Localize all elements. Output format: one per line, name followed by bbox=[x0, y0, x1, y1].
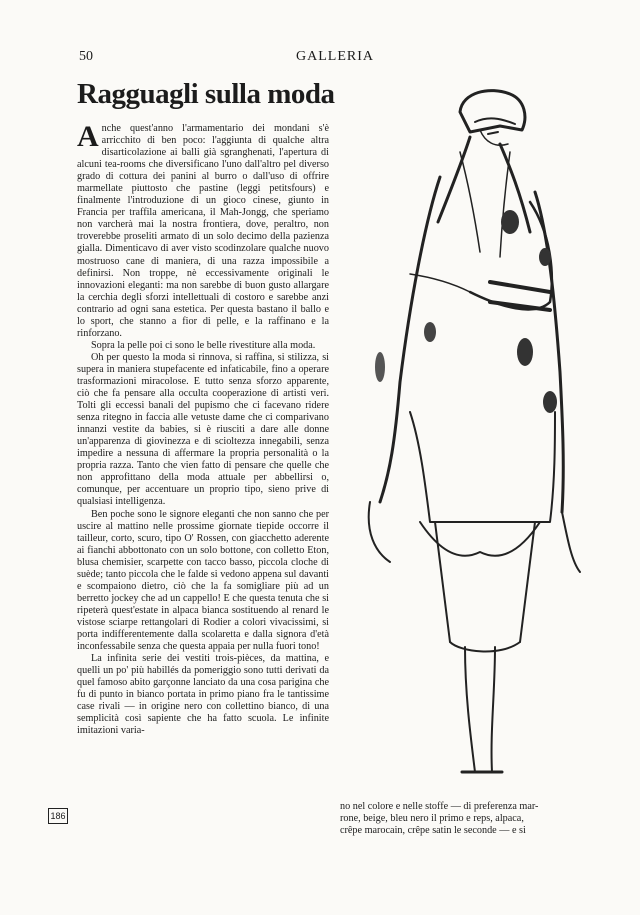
skirt bbox=[410, 412, 555, 522]
folio-badge: 186 bbox=[48, 808, 68, 824]
coat-spot bbox=[501, 210, 519, 234]
coat-spot bbox=[539, 248, 551, 266]
coat bbox=[380, 177, 563, 512]
continuation-line-1: no nel colore e nelle stoffe — di preferenza mar- bbox=[340, 801, 539, 812]
coat-spot bbox=[517, 338, 533, 366]
fashion-illustration bbox=[350, 82, 600, 792]
continuation-line-2: rone, beige, bleu nero il primo e reps, alpaca, bbox=[340, 813, 524, 824]
paragraph-2: Sopra la pelle poi ci sono le belle rivestiture alla moda. bbox=[91, 339, 316, 351]
coat-spot bbox=[375, 352, 385, 382]
article-column bbox=[77, 120, 329, 737]
coat-spot bbox=[543, 391, 557, 413]
paragraph-1: Anche quest'anno l'armamentario dei mondani s'è arricchito di ben poco: l'aggiunta di qualche altra disarticolazione ai balli già sgranghenati, l'apertura di alcuni tea-rooms che diversificano l'uno dall'altro pel diverso grado di cottura dei panini al burro o dall'uso di offrire marmellate piuttosto che pastine (leggi petitsfours) e finalmente l'introduzione di un gioco cinese, giunto in Francia per traffila americana, il Mah-Jongg, che speriamo non varcherà mai la nostra frontiera, dove, peraltro, non troverebbe proseliti armato di un solo decimo della pazienza gialla. Dimenticavo di aver visto scodinzolare qualche nuovo mostruoso cane di maniera, di una razza impossibile a definirsi. Non troppe, nè eccessivamente originali le innovazioni eleganti: ma non sarebbe di buon gusto allargare la cerchia degli sforzi intellettuali di costoro e sarebbe anzi contrario ad ogni sana estetica. Per questa bastano il ballo e lo sport, che stanno a fior di pelle, e la raffinano e la rinforzano. bbox=[77, 120, 329, 339]
paragraph-5: La infinita serie dei vestiti trois-pièces, da mattina, e quelli un po' più habillés da pomeriggio sono tutti derivati da quel famoso abito garçonne lanciato da una cosa parigina che fu di punto in bianco portata in primo piano fra le tantissime case rivali — in origine nero con collettino bianco, di una semplicità così sapiente che ha fatto scuola. Le infinite imitazioni varia- bbox=[77, 653, 329, 737]
legs bbox=[465, 647, 495, 772]
paragraph-3: Oh per questo la moda si rinnova, si raffina, si stilizza, si supera in maniera stupefacente ed infaticabile, fino a operare trasformazioni miracolose. E tutto senza sforzo apparente, ciò che fa pensare alla occulta cooperazione di artisti veri. Tolti gli eccessi banali del pupismo che ci facevano ridere senza ritegno in faccia alle vetuste dame che ci comparivano innanzi vestite da babies, si è riusciti a dare alle donne un'apparenza di giovinezza e di scioltezza innegabili, senza impedire a nessuna di affermare la propria personalità o la propria razza. Tanto che vien fatto di pensare che quelle che non approfittano della moda attuale per abbellirsi o, comunque, per accentuare un proprio tipo, sieno prive di qualsiasi intelligenza. bbox=[77, 351, 329, 508]
drop-cap: A bbox=[77, 120, 99, 153]
coat-spot bbox=[424, 322, 436, 342]
page-number: 50 bbox=[79, 49, 93, 64]
cloche-hat bbox=[460, 91, 525, 132]
article-title: Ragguagli sulla moda bbox=[77, 78, 335, 110]
magazine-title: GALLERIA bbox=[296, 49, 374, 64]
continuation-line-3: crêpe marocain, crêpe satin le seconde — e si bbox=[340, 825, 526, 836]
paragraph-4: Ben poche sono le signore eleganti che non sanno che per uscire al mattino nelle prossime giornate tiepide occorre il tailleur, corto, scuro, tipo O' Rossen, con giacchetto aderente ai fianchi abbottonato con un solo bottone, con colletto Eton, blusa chemisier, scarpette con tacco basso, piccola cloche di suède; tanto piccola che le falde si vedono appena sul davanti e scompaiono dietro, ciò che la fa somigliare più ad un berretto jockey che ad un cappello! E che questa tenuta che si ripeterà quest'estate in alpaca bianca sostituendo al renard le vistose sciarpe rettangolari di Rodier a colori vivacissimi, si porta indifferentemente dalla scolaretta e dalla signora d'età inconfessabile senza che questa appaia per nulla fuori tono! bbox=[77, 508, 329, 653]
